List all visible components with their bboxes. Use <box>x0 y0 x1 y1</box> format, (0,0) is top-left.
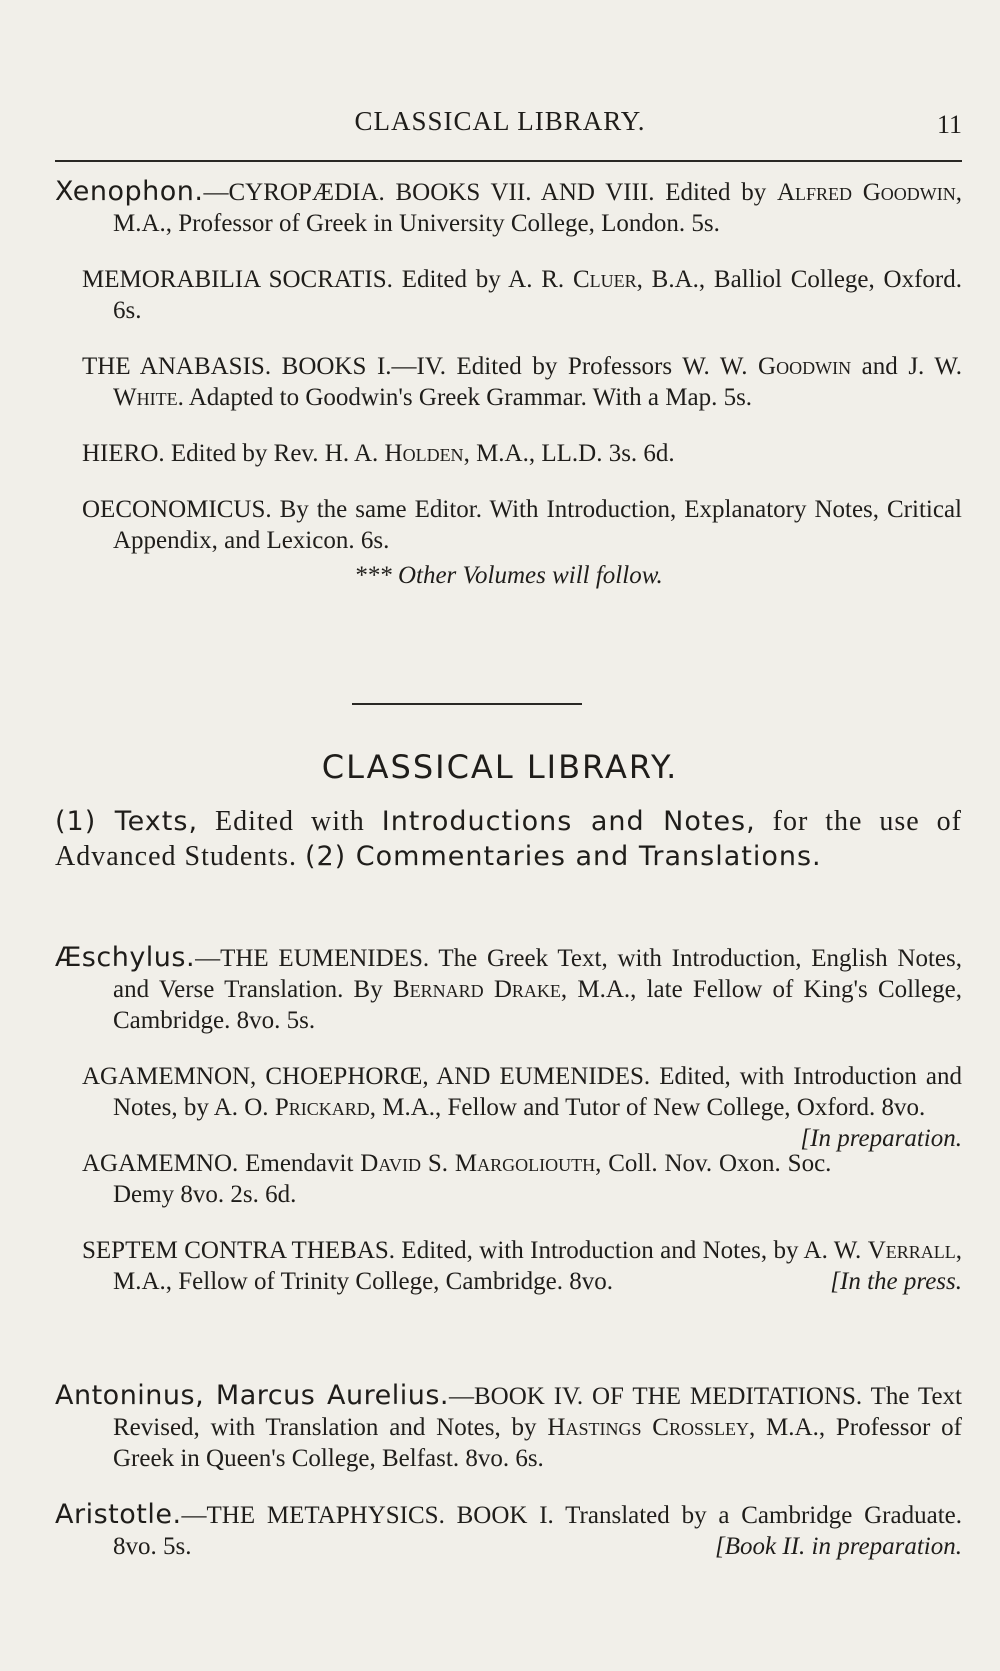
entry-details: , B.A., Balliol College, Oxford. 6s. <box>113 266 963 324</box>
entry-title: HIERO. Edited by Rev. H. A. <box>82 440 385 467</box>
catalogue-entry <box>55 1235 962 1297</box>
catalogue-entry <box>55 942 962 1036</box>
entry-details: , Coll. Nov. Oxon. Soc. Demy 8vo. 2s. 6d. <box>113 1150 832 1208</box>
editor-name: Prickard <box>274 1094 370 1121</box>
entry-details: . Adapted to Goodwin's Greek Grammar. With a Map. 5s. <box>177 384 753 411</box>
catalogue-entry <box>55 351 962 413</box>
catalogue-entry <box>55 264 962 326</box>
catalogue-entry <box>55 1380 962 1474</box>
page-number: 11 <box>936 110 962 139</box>
editor-name: Goodwin <box>758 353 852 380</box>
section-divider <box>352 703 582 705</box>
entry-title: —THE METAPHYSICS. BOOK I. Translated by a Cambridge Graduate. 8vo. 5s. <box>113 1502 962 1560</box>
status-note: [Book II. in preparation. <box>715 1533 962 1560</box>
editor-name: Bernard Drake <box>392 976 561 1003</box>
xenophon-section <box>55 176 962 590</box>
entry-title: —THE EUMENIDES. The Greek Text, with Introduction, English Notes, and Verse Translation. By <box>113 945 962 1003</box>
entry-title: MEMORABILIA SOCRATIS. Edited by A. R. <box>82 266 573 293</box>
section-intro <box>55 804 962 874</box>
author-name: Aristotle. <box>55 1499 182 1530</box>
editor-name: White <box>113 384 178 411</box>
entry-title: THE ANABASIS. BOOKS I.—IV. Edited by Professors W. W. <box>82 353 759 380</box>
entry-details: , M.A., Fellow and Tutor of New College, Oxford. 8vo. <box>369 1094 926 1121</box>
intro-text: for the use of Advanced Students. <box>55 806 962 872</box>
entry-title: AGAMEMNO. Emendavit <box>82 1150 361 1177</box>
header-rule <box>55 160 962 162</box>
catalogue-entry <box>55 1148 962 1210</box>
intro-heading-notes: Introductions and Notes, <box>381 806 756 837</box>
entry-details: , M.A., late Fellow of King's College, Cambridge. 8vo. 5s. <box>113 976 962 1034</box>
intro-heading-commentaries: (2) Commentaries and Translations. <box>304 841 822 872</box>
catalogue-entry <box>55 1061 962 1152</box>
author-name: Antoninus, Marcus Aurelius. <box>55 1380 449 1411</box>
volumes-note: *** Other Volumes will follow. <box>354 562 663 589</box>
editor-name: David S. Margoliouth <box>360 1150 596 1177</box>
editor-name: Alfred Goodwin <box>776 179 956 206</box>
editor-name: Hastings Crossley <box>547 1414 749 1441</box>
antoninus-section <box>55 1380 962 1578</box>
aeschylus-section <box>55 942 962 1313</box>
entry-title: SEPTEM CONTRA THEBAS. Edited, with Introduction and Notes, by A. W. <box>82 1237 868 1264</box>
entry-details: , M.A., Fellow of Trinity College, Cambridge. 8vo. <box>113 1237 962 1295</box>
status-note: [In preparation. <box>800 1125 962 1152</box>
catalogue-entry <box>55 1499 962 1562</box>
author-name: Æschylus. <box>55 942 196 973</box>
catalogue-entry <box>55 494 962 556</box>
catalogue-entry <box>55 438 962 469</box>
entry-title: —BOOK IV. OF THE MEDITATIONS. The Text Revised, with Translation and Notes, by <box>113 1383 962 1441</box>
entry-title: AGAMEMNON, CHOEPHORŒ, AND EUMENIDES. Edited, with Introduction and Notes, by A. O. <box>82 1063 962 1121</box>
entry-details: and J. W. <box>851 353 962 380</box>
running-title: CLASSICAL LIBRARY. <box>354 106 646 136</box>
section-title: CLASSICAL LIBRARY. <box>321 748 679 786</box>
entry-details: , M.A., Professor of Greek in Queen's College, Belfast. 8vo. 6s. <box>113 1414 962 1472</box>
catalogue-entry <box>55 176 962 239</box>
page-header <box>0 106 1000 146</box>
entry-title: OECONOMICUS. By the same Editor. With Introduction, Explanatory Notes, Critical Appendix, and Lexicon. 6s. <box>82 496 962 554</box>
editor-name: Holden <box>384 440 464 467</box>
author-name: Xenophon. <box>55 176 204 207</box>
entry-details: , M.A., LL.D. 3s. 6d. <box>463 440 675 467</box>
entry-details: , M.A., Professor of Greek in University College, London. 5s. <box>113 179 963 237</box>
editor-name: Cluer <box>572 266 637 293</box>
intro-heading-texts: (1) Texts, <box>55 806 199 837</box>
editor-name: Verrall <box>867 1237 956 1264</box>
entry-title: —CYROPÆDIA. BOOKS VII. AND VIII. Edited by <box>203 179 777 206</box>
intro-text: Edited with <box>198 806 382 837</box>
status-note: [In the press. <box>830 1268 962 1295</box>
